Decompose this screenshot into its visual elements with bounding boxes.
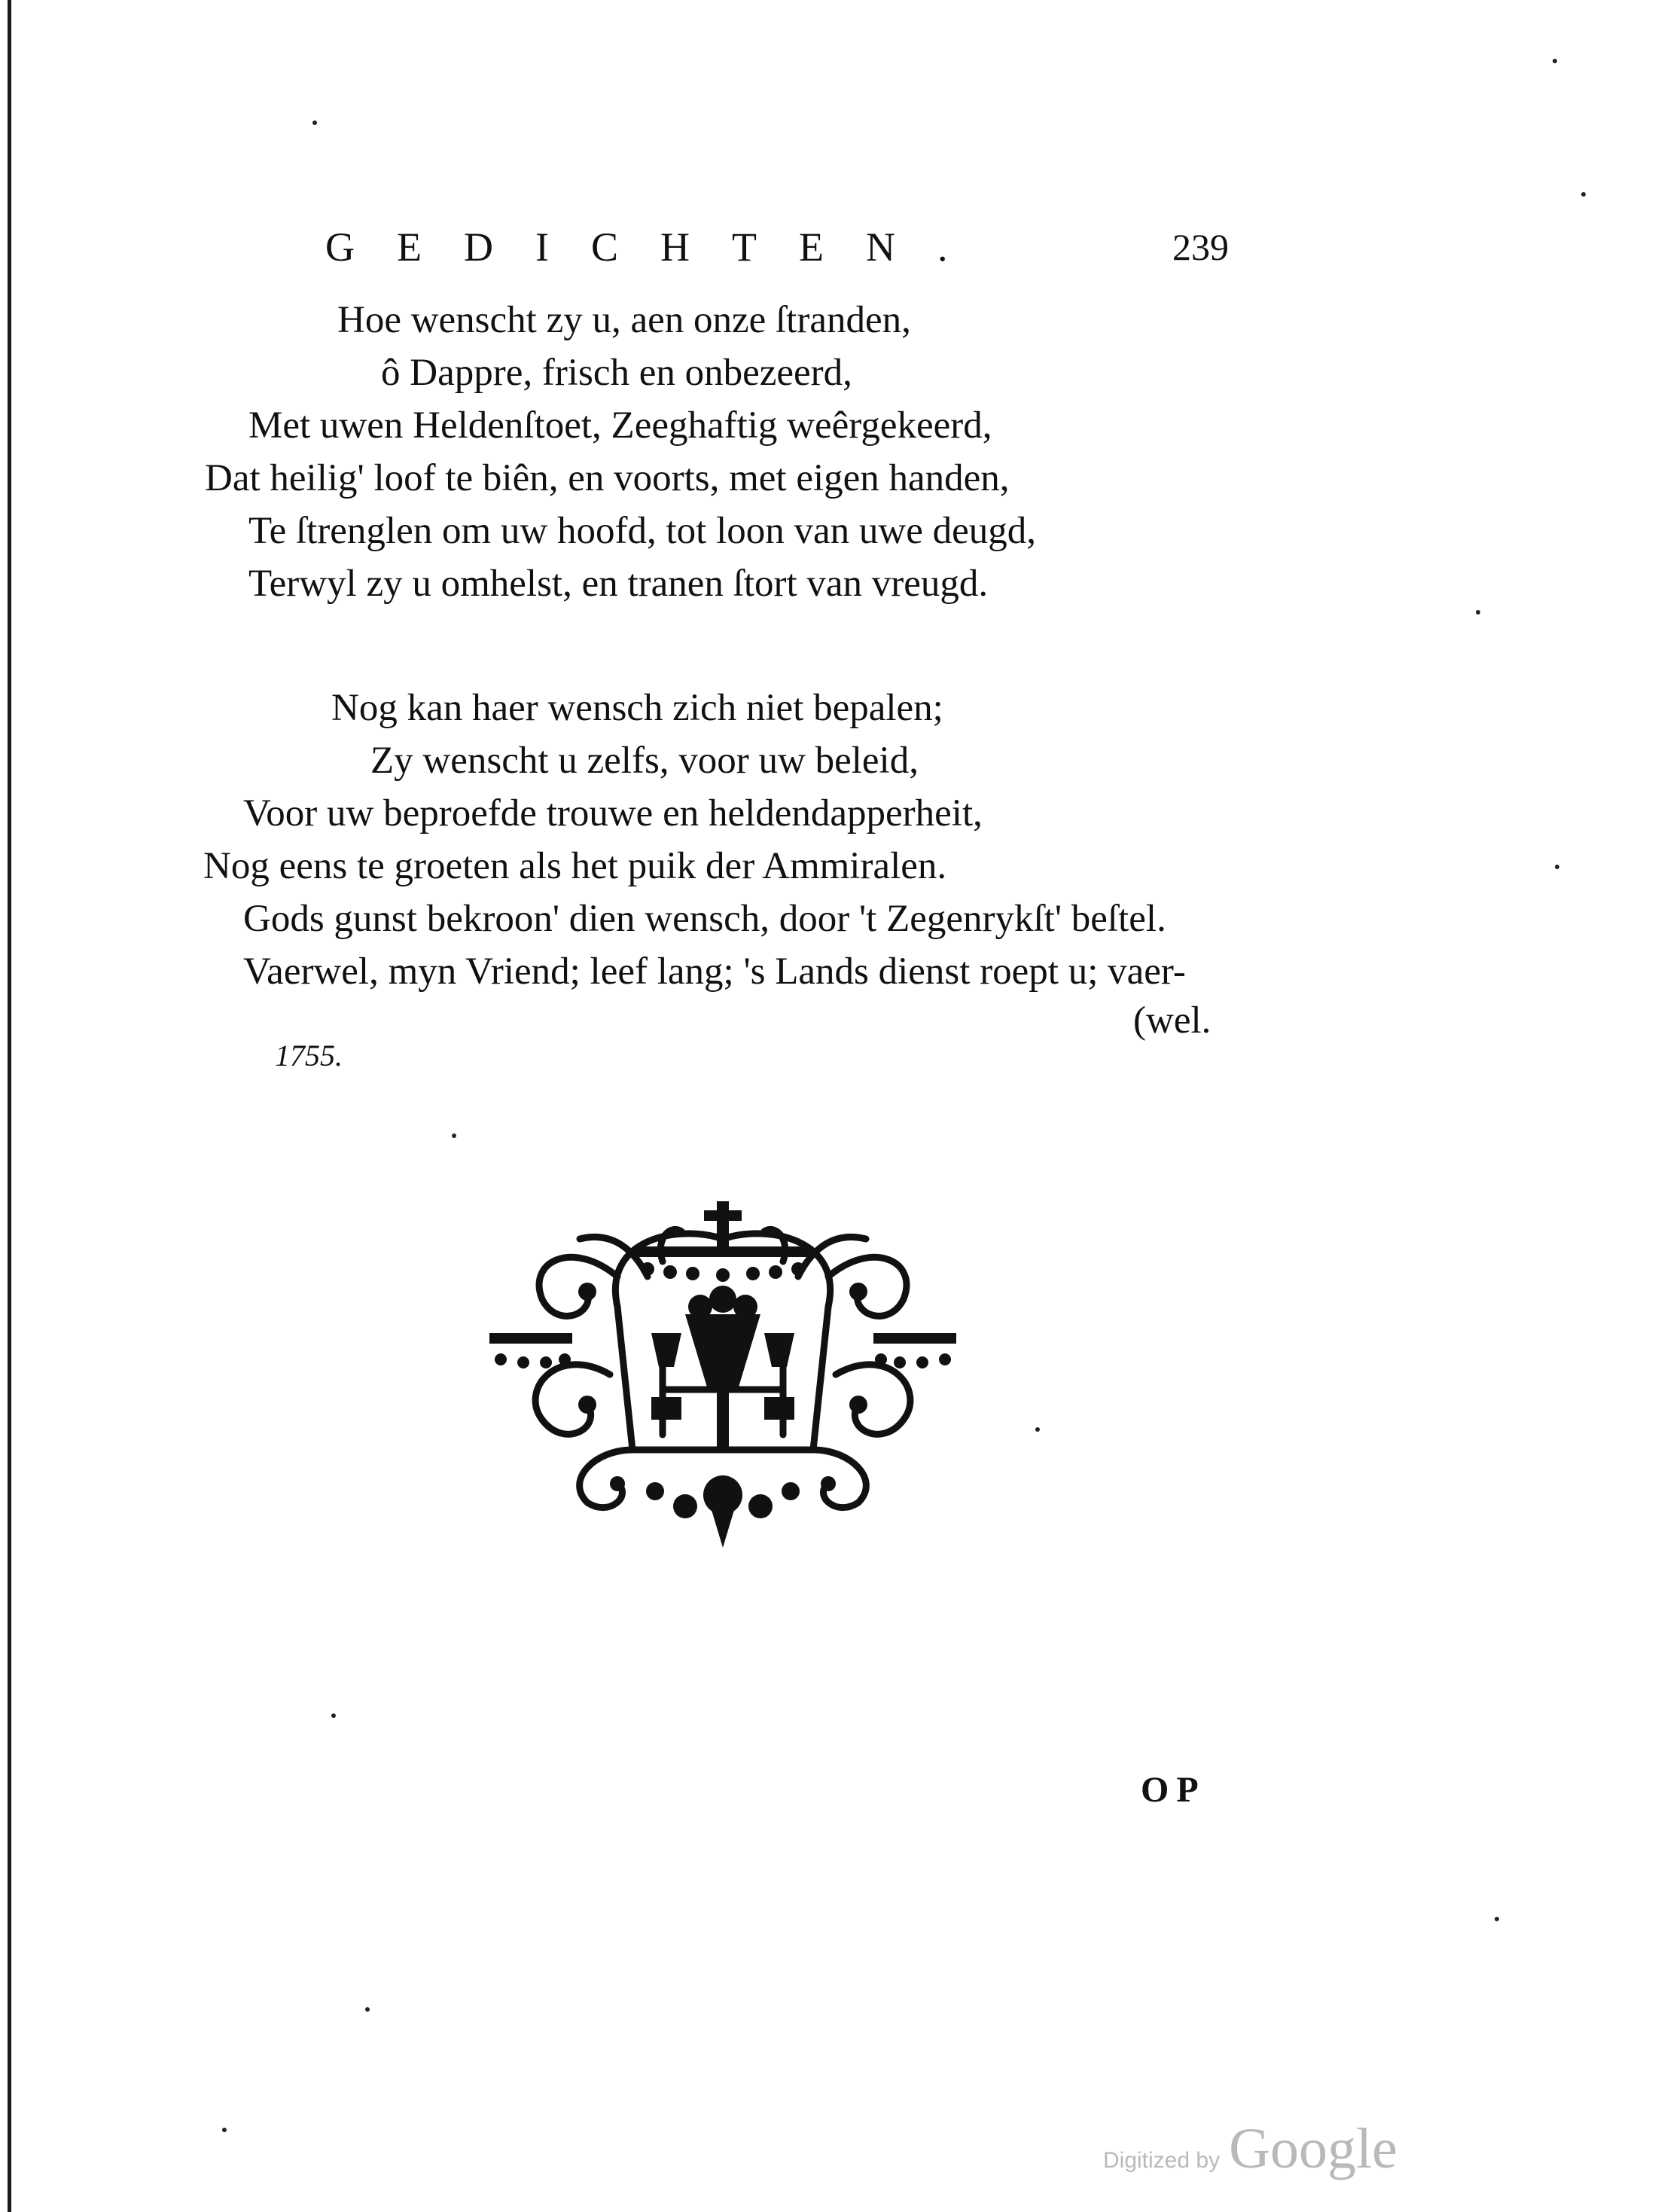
digitized-watermark [1103, 2115, 1397, 2198]
verse-line: Gods gunst bekroon' dien wensch, door 't Zegenrykſt' beſtel. [243, 898, 1166, 940]
running-head [325, 217, 1229, 277]
verse-line: Nog eens te groeten als het puik der Ammiralen. [203, 845, 947, 887]
ink-speck [452, 1133, 456, 1138]
verse-line: Vaerwel, myn Vriend; leef lang; 's Lands dienst roept u; vaer- [243, 950, 1186, 993]
verse-line: Zy wenscht u zelfs, voor uw beleid, [370, 740, 919, 782]
verse-line: Voor uw beproefde trouwe en heldendapperheit, [243, 792, 983, 834]
ink-speck [1555, 865, 1559, 869]
verse-line: ô Dappre, frisch en onbezeerd, [381, 352, 852, 394]
watermark-prefix: Digitized by [1103, 2148, 1221, 2173]
ink-speck [1495, 1917, 1499, 1921]
ink-speck [312, 121, 317, 125]
verse-line: Met uwen Heldenſtoet, Zeeghaftig weêrgekeerd, [248, 404, 992, 447]
verse-turnover: (wel. [1133, 999, 1211, 1042]
page-number: 239 [1172, 226, 1229, 268]
ink-speck [1581, 192, 1586, 197]
baroque-vignette-ornament-icon [482, 1194, 964, 1555]
ink-speck [1476, 610, 1480, 615]
binding-edge [8, 0, 11, 2212]
ink-speck [222, 2128, 227, 2132]
ink-speck [1553, 59, 1557, 63]
verse-line: Nog kan haer wensch zich niet bepalen; [331, 687, 943, 729]
verse-line: Hoe wenscht zy u, aen onze ſtranden, [337, 299, 911, 341]
ink-speck [331, 1713, 336, 1718]
running-title: GEDICHTEN. [325, 224, 990, 270]
verse-line: Te ſtrenglen om uw hoofd, tot loon van uwe deugd, [248, 510, 1036, 552]
watermark-brand: Google [1229, 2117, 1397, 2180]
verse-line: Dat heilig' loof te biên, en voorts, met eigen handen, [205, 457, 1010, 499]
ink-speck [365, 2007, 370, 2012]
year-date: 1755. [275, 1039, 343, 1072]
catchword: OP [1141, 1770, 1206, 1810]
ink-speck [1035, 1427, 1040, 1432]
verse-line: Terwyl zy u omhelst, en tranen ſtort van vreugd. [248, 563, 989, 605]
